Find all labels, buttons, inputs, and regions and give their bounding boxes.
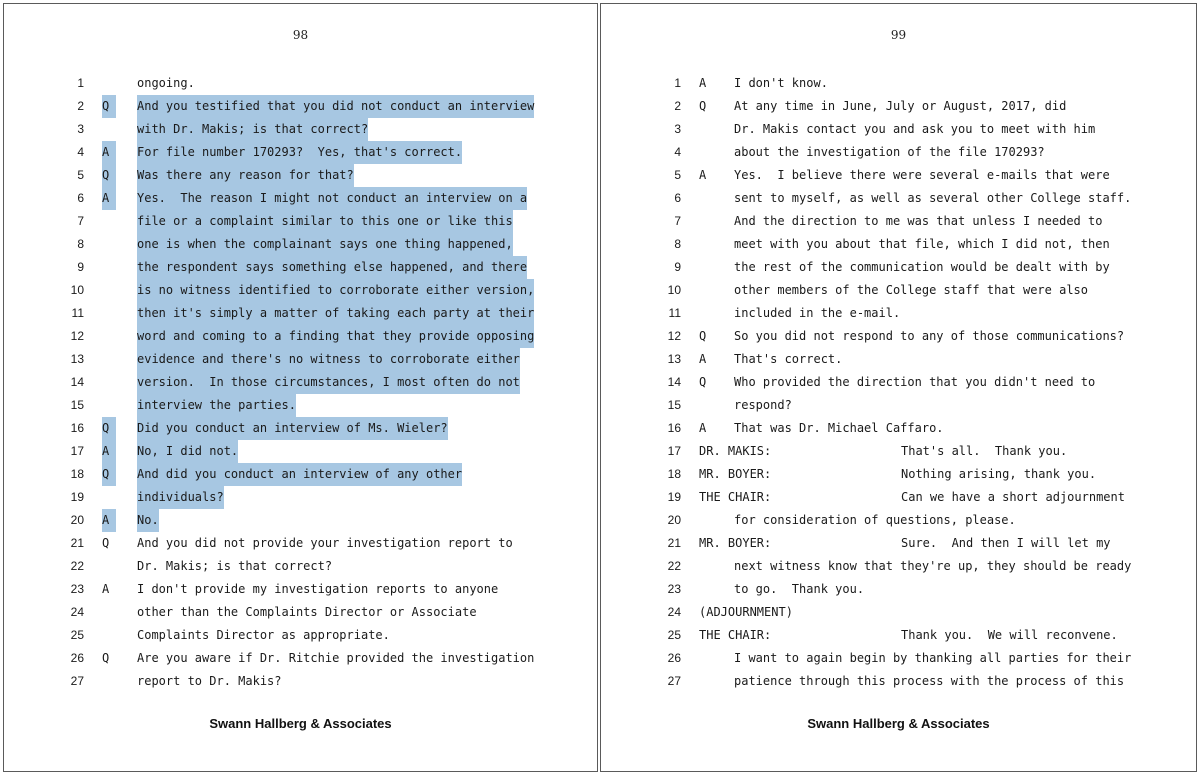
transcript-line	[601, 279, 1196, 302]
line-number: 12	[667, 329, 681, 343]
line-text: And you did not provide your investigation report to	[137, 536, 513, 550]
transcript-line	[4, 463, 597, 486]
transcript-line	[601, 670, 1196, 693]
line-text: included in the e-mail.	[734, 306, 901, 320]
transcript-line	[4, 417, 597, 440]
transcript-line	[601, 647, 1196, 670]
qa-marker: Q	[102, 463, 116, 486]
qa-marker: Q	[699, 99, 707, 113]
line-text: about the investigation of the file 170293?	[734, 145, 1045, 159]
speaker-text: Thank you. We will reconvene.	[901, 628, 1118, 642]
line-text: patience through this process with the process of this	[734, 674, 1125, 688]
line-number: 23	[667, 582, 681, 596]
line-text: No, I did not.	[137, 440, 238, 463]
transcript-line	[601, 302, 1196, 325]
speaker-label: THE CHAIR:	[699, 490, 772, 504]
transcript-line	[4, 601, 597, 624]
line-number: 1	[77, 76, 84, 90]
transcript-line	[601, 187, 1196, 210]
line-text: I don't know.	[734, 76, 828, 90]
line-text: the rest of the communication would be dealt with by	[734, 260, 1110, 274]
transcript-line	[601, 601, 1196, 624]
transcript-line	[601, 371, 1196, 394]
line-number: 14	[667, 375, 681, 389]
line-text: That's correct.	[734, 352, 843, 366]
qa-marker: Q	[102, 417, 116, 440]
transcript-line	[601, 555, 1196, 578]
line-number: 1	[674, 76, 681, 90]
line-number: 10	[70, 283, 84, 297]
transcript-line	[601, 256, 1196, 279]
transcript-line	[601, 417, 1196, 440]
line-number: 22	[70, 559, 84, 573]
line-number: 4	[77, 145, 84, 159]
line-text: individuals?	[137, 486, 224, 509]
transcript-line	[4, 233, 597, 256]
line-text: report to Dr. Makis?	[137, 674, 282, 688]
line-number: 2	[674, 99, 681, 113]
transcript-line	[4, 118, 597, 141]
line-text: Who provided the direction that you didn't need to	[734, 375, 1096, 389]
qa-marker: Q	[102, 651, 110, 665]
line-number: 26	[667, 651, 681, 665]
line-number: 13	[70, 352, 84, 366]
line-text: next witness know that they're up, they should be ready	[734, 559, 1132, 573]
speaker-label: DR. MAKIS:	[699, 444, 772, 458]
line-text: Yes. I believe there were several e-mails that were	[734, 168, 1110, 182]
line-number: 15	[667, 398, 681, 412]
line-number: 8	[77, 237, 84, 251]
line-text: with Dr. Makis; is that correct?	[137, 118, 368, 141]
line-number: 25	[70, 628, 84, 642]
transcript-line	[601, 486, 1196, 509]
line-text: So you did not respond to any of those communications?	[734, 329, 1125, 343]
line-number: 6	[674, 191, 681, 205]
page-number: 99	[890, 28, 907, 42]
line-number: 21	[667, 536, 681, 550]
line-text: version. In those circumstances, I most often do not	[137, 371, 520, 394]
line-text: Are you aware if Dr. Ritchie provided the investigation	[137, 651, 535, 665]
line-text: meet with you about that file, which I did not, then	[734, 237, 1110, 251]
line-number: 17	[70, 444, 84, 458]
transcript-line	[4, 440, 597, 463]
transcript-line	[4, 141, 597, 164]
qa-marker: Q	[102, 164, 116, 187]
transcript-line	[601, 164, 1196, 187]
line-text: is no witness identified to corroborate either version,	[137, 279, 534, 302]
transcript-line	[4, 210, 597, 233]
line-text: And did you conduct an interview of any other	[137, 463, 462, 486]
transcript-line	[601, 509, 1196, 532]
transcript-line	[4, 187, 597, 210]
line-number: 18	[667, 467, 681, 481]
transcript-line	[4, 95, 597, 118]
transcript-line	[601, 463, 1196, 486]
line-text: sent to myself, as well as several other College staff.	[734, 191, 1132, 205]
line-number: 27	[70, 674, 84, 688]
line-text: I want to again begin by thanking all parties for their	[734, 651, 1132, 665]
transcript-line	[601, 95, 1196, 118]
transcript-line	[4, 486, 597, 509]
qa-marker: A	[102, 509, 116, 532]
speaker-label: MR. BOYER:	[699, 536, 772, 550]
line-text: other members of the College staff that were also	[734, 283, 1089, 297]
transcript-line	[4, 670, 597, 693]
line-number: 27	[667, 674, 681, 688]
line-text: the respondent says something else happened, and there	[137, 256, 527, 279]
line-number: 20	[70, 513, 84, 527]
line-number: 9	[674, 260, 681, 274]
line-number: 4	[674, 145, 681, 159]
transcript-line	[4, 164, 597, 187]
speaker-text: Nothing arising, thank you.	[901, 467, 1097, 481]
transcript-line	[4, 72, 597, 95]
line-number: 21	[70, 536, 84, 550]
transcript-line	[601, 233, 1196, 256]
transcript-line	[601, 141, 1196, 164]
line-text: other than the Complaints Director or Associate	[137, 605, 477, 619]
transcript-line	[601, 578, 1196, 601]
line-text: For file number 170293? Yes, that's correct.	[137, 141, 462, 164]
line-number: 16	[70, 421, 84, 435]
line-number: 14	[70, 375, 84, 389]
line-text: word and coming to a finding that they provide opposing	[137, 325, 534, 348]
transcript-line	[4, 578, 597, 601]
qa-marker: A	[102, 187, 116, 210]
line-text: interview the parties.	[137, 394, 296, 417]
speaker-label: MR. BOYER:	[699, 467, 772, 481]
line-number: 2	[77, 99, 84, 113]
transcript-page-98	[3, 3, 598, 772]
qa-marker: A	[102, 141, 116, 164]
line-number: 17	[667, 444, 681, 458]
line-text: Did you conduct an interview of Ms. Wieler?	[137, 417, 448, 440]
line-number: 7	[674, 214, 681, 228]
line-number: 24	[70, 605, 84, 619]
line-number: 3	[77, 122, 84, 136]
transcript-line	[4, 647, 597, 670]
transcript-line	[4, 371, 597, 394]
line-text: I don't provide my investigation reports to anyone	[137, 582, 499, 596]
transcript-line	[4, 256, 597, 279]
line-number: 6	[77, 191, 84, 205]
transcript-line	[4, 555, 597, 578]
transcript-line	[601, 118, 1196, 141]
qa-marker: A	[699, 168, 707, 182]
line-number: 15	[70, 398, 84, 412]
speaker-text: Can we have a short adjournment	[901, 490, 1125, 504]
line-number: 23	[70, 582, 84, 596]
transcript-line	[4, 394, 597, 417]
line-number: 26	[70, 651, 84, 665]
transcript-line	[601, 624, 1196, 647]
line-text: file or a complaint similar to this one or like this	[137, 210, 513, 233]
line-number: 16	[667, 421, 681, 435]
line-text: Yes. The reason I might not conduct an interview on a	[137, 187, 527, 210]
line-number: 20	[667, 513, 681, 527]
line-text: to go. Thank you.	[734, 582, 865, 596]
line-number: 11	[71, 306, 84, 320]
line-text: one is when the complainant says one thing happened,	[137, 233, 513, 256]
qa-marker: Q	[102, 95, 116, 118]
page-footer: Swann Hallberg & Associates	[807, 716, 990, 731]
line-text: No.	[137, 509, 159, 532]
line-number: 3	[674, 122, 681, 136]
page-number: 98	[292, 28, 309, 42]
transcript-line	[4, 624, 597, 647]
line-number: 11	[668, 306, 681, 320]
line-number: 10	[667, 283, 681, 297]
line-text: Complaints Director as appropriate.	[137, 628, 390, 642]
qa-marker: A	[699, 76, 707, 90]
line-number: 19	[667, 490, 681, 504]
line-text: evidence and there's no witness to corroborate either	[137, 348, 520, 371]
line-text: Dr. Makis contact you and ask you to meet with him	[734, 122, 1096, 136]
speaker-text: That's all. Thank you.	[901, 444, 1068, 458]
transcript-line	[601, 394, 1196, 417]
transcript-line	[4, 302, 597, 325]
line-text: ongoing.	[137, 76, 195, 90]
transcript-line	[601, 325, 1196, 348]
line-text: Was there any reason for that?	[137, 164, 354, 187]
transcript-line	[4, 348, 597, 371]
line-number: 7	[77, 214, 84, 228]
line-text: At any time in June, July or August, 2017, did	[734, 99, 1067, 113]
line-number: 24	[667, 605, 681, 619]
transcript-line	[4, 509, 597, 532]
line-number: 8	[674, 237, 681, 251]
qa-marker: Q	[102, 536, 110, 550]
line-text: then it's simply a matter of taking each party at their	[137, 302, 534, 325]
qa-marker: Q	[699, 375, 707, 389]
transcript-line	[601, 72, 1196, 95]
line-text: That was Dr. Michael Caffaro.	[734, 421, 944, 435]
transcript-line	[601, 210, 1196, 233]
line-number: 18	[70, 467, 84, 481]
transcript-line	[601, 440, 1196, 463]
line-number: 13	[667, 352, 681, 366]
speaker-label: (ADJOURNMENT)	[699, 605, 793, 619]
line-number: 22	[667, 559, 681, 573]
qa-marker: A	[102, 582, 110, 596]
line-number: 12	[70, 329, 84, 343]
line-number: 5	[77, 168, 84, 182]
transcript-line	[4, 279, 597, 302]
line-text: for consideration of questions, please.	[734, 513, 1016, 527]
qa-marker: A	[699, 421, 707, 435]
qa-marker: A	[699, 352, 707, 366]
line-text: And you testified that you did not conduct an interview	[137, 95, 534, 118]
transcript-line	[4, 325, 597, 348]
line-number: 5	[674, 168, 681, 182]
line-text: respond?	[734, 398, 792, 412]
line-number: 25	[667, 628, 681, 642]
speaker-text: Sure. And then I will let my	[901, 536, 1111, 550]
transcript-page-99	[600, 3, 1197, 772]
line-number: 19	[70, 490, 84, 504]
transcript-line	[4, 532, 597, 555]
line-text: Dr. Makis; is that correct?	[137, 559, 333, 573]
transcript-line	[601, 532, 1196, 555]
qa-marker: A	[102, 440, 116, 463]
speaker-label: THE CHAIR:	[699, 628, 772, 642]
qa-marker: Q	[699, 329, 707, 343]
line-number: 9	[77, 260, 84, 274]
page-footer: Swann Hallberg & Associates	[209, 716, 392, 731]
line-text: And the direction to me was that unless I needed to	[734, 214, 1103, 228]
transcript-line	[601, 348, 1196, 371]
